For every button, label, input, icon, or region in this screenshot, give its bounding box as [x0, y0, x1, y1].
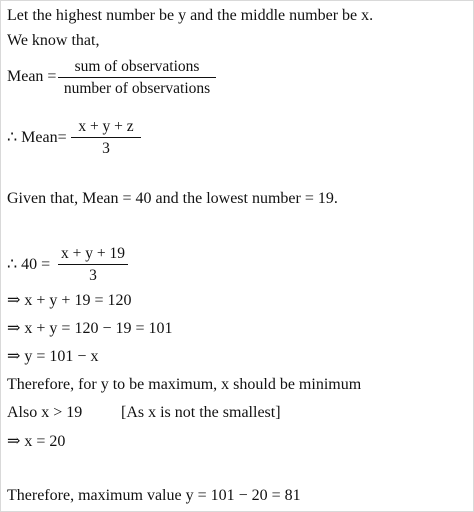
mean-numerator: sum of observations	[74, 58, 200, 75]
mean-fraction	[58, 57, 216, 98]
substituted-equation-lhs: ∴ 40 =	[7, 256, 51, 273]
step-subtract: ⇒ x + y = 120 − 19 = 101	[7, 320, 173, 337]
mean-denominator: number of observations	[63, 80, 211, 97]
intro-line: Let the highest number be y and the middle number be x.	[7, 7, 374, 24]
substituted-denominator: 3	[89, 267, 97, 284]
mean-expression-denominator: 3	[102, 140, 110, 157]
mean-formula-lhs: Mean =	[7, 68, 57, 85]
inequality: Also x > 19	[7, 404, 83, 421]
conclusion-line: Therefore, maximum value y = 101 − 20 = 81	[7, 487, 301, 504]
condition-line: Therefore, for y to be maximum, x should be minimum	[7, 376, 362, 393]
step-x: ⇒ x = 20	[7, 433, 66, 450]
substituted-numerator: x + y + 19	[61, 245, 125, 262]
step-y: ⇒ y = 101 − x	[7, 348, 99, 365]
mean-expression-lhs: ∴ Mean=	[7, 129, 67, 146]
substituted-fraction	[58, 244, 128, 285]
mean-expression-fraction	[71, 117, 141, 158]
we-know-line: We know that,	[7, 32, 100, 49]
step-sum: ⇒ x + y + 19 = 120	[7, 292, 132, 309]
mean-expression-numerator: x + y + z	[78, 118, 134, 135]
given-line: Given that, Mean = 40 and the lowest number = 19.	[7, 190, 338, 207]
inequality-reason: [As x is not the smallest]	[121, 404, 281, 421]
